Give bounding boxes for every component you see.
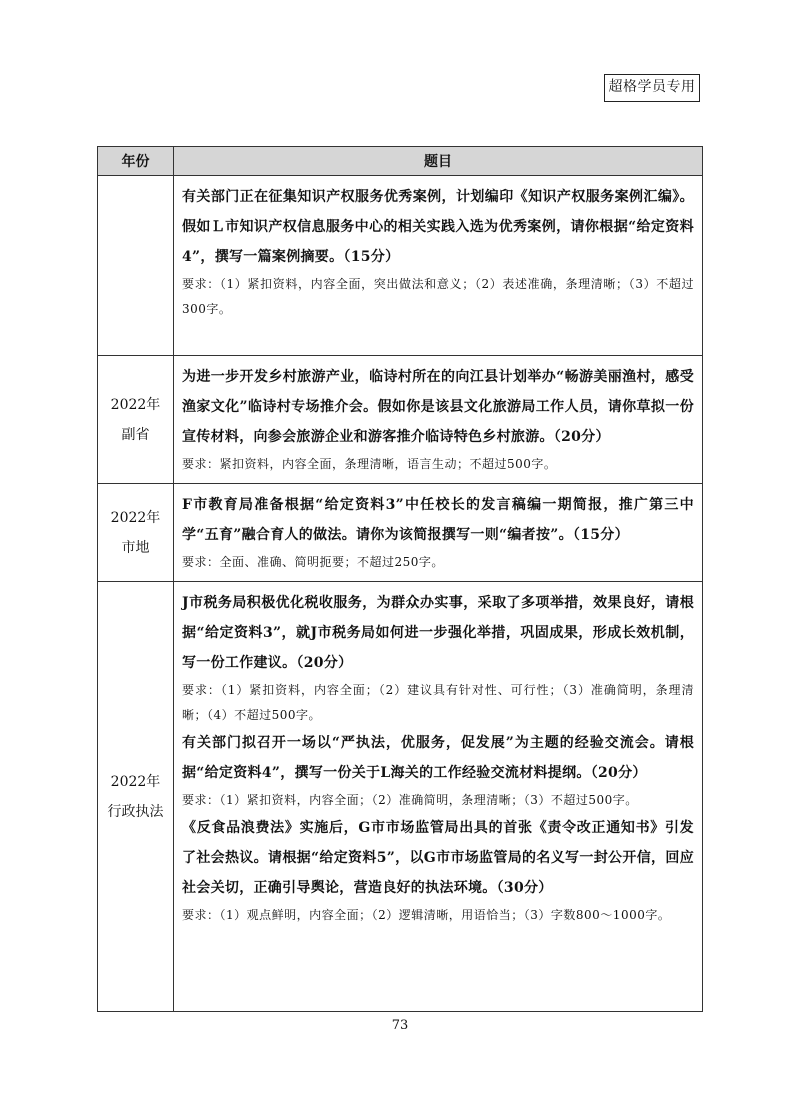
- requirement-text: 要求：（1）观点鲜明，内容全面；（2）逻辑清晰，用语恰当；（3）字数800～1000字。: [182, 908, 671, 922]
- page-number: 73: [391, 1018, 409, 1033]
- requirement-text: 要求：（1）紧扣资料，内容全面，突出做法和意义；（2）表述准确，条理清晰；（3）不超过300字。: [182, 277, 694, 316]
- question-text: F市教育局准备根据“给定资料3”中任校长的发言稿编一期简报，推广第三中学“五育”融合育人的做法。请你为该简报撰写一则“编者按”。（15分）: [182, 497, 694, 543]
- year-label: 2022年: [110, 396, 161, 413]
- table-row: [98, 582, 703, 1012]
- question-text: 有关部门正在征集知识产权服务优秀案例，计划编印《知识产权服务案例汇编》。假如Ｌ市知识产权信息服务中心的相关实践入选为优秀案例，请你根据“给定资料4”，撰写一篇案例摘要。（15分）: [182, 189, 694, 265]
- question-text: 有关部门拟召开一场以“严执法，优服务，促发展”为主题的经验交流会。请根据“给定资料4”，撰写一份关于L海关的工作经验交流材料提纲。（20分）: [182, 735, 694, 781]
- question-cell: [174, 176, 703, 356]
- table-row: [98, 356, 703, 484]
- column-header-year: 年份: [98, 147, 174, 176]
- question-text: 为进一步开发乡村旅游产业，临诗村所在的向江县计划举办“畅游美丽渔村，感受渔家文化”临诗村专场推介会。假如你是该县文化旅游局工作人员，请你草拟一份宣传材料，向参会旅游企业和游客推介临诗特色乡村旅游。（20分）: [182, 369, 694, 445]
- question-text: J市税务局积极优化税收服务，为群众办实事，采取了多项举措，效果良好，请根据“给定资料3”，就J市税务局如何进一步强化举措，巩固成果，形成长效机制，写一份工作建议。（20分）: [182, 595, 694, 671]
- table-row: [98, 484, 703, 582]
- year-label: 2022年: [110, 773, 161, 790]
- requirement-text: 要求：（1）紧扣资料，内容全面；（2）准确简明，条理清晰；（3）不超过500字。: [182, 793, 638, 807]
- column-header-question: 题目: [174, 147, 703, 176]
- question-cell: [174, 582, 703, 1012]
- requirement-text: 要求：紧扣资料，内容全面，条理清晰，语言生动；不超过500字。: [182, 457, 557, 471]
- question-cell: [174, 356, 703, 484]
- question-text: 《反食品浪费法》实施后，G市市场监管局出具的首张《责令改正通知书》引发了社会热议。请根据“给定资料5”，以G市市场监管局的名义写一封公开信，回应社会关切，正确引导舆论，营造良好的执法环境。（30分）: [182, 820, 694, 896]
- exam-category-label: 副省: [121, 426, 150, 443]
- requirement-text: 要求：（1）紧扣资料，内容全面；（2）建议具有针对性、可行性；（3）准确简明，条理清晰；（4）不超过500字。: [182, 683, 694, 722]
- questions-table: [97, 146, 703, 1012]
- requirement-text: 要求：全面、准确、简明扼要；不超过250字。: [182, 555, 444, 569]
- exam-category-label: 行政执法: [107, 803, 164, 820]
- exam-category-label: 市地: [121, 539, 150, 556]
- year-cell: [98, 356, 174, 484]
- year-cell: [98, 176, 174, 356]
- year-label: 2022年: [110, 509, 161, 526]
- question-cell: [174, 484, 703, 582]
- table-row: [98, 176, 703, 356]
- year-cell: [98, 484, 174, 582]
- exclusive-badge: 超格学员专用: [604, 74, 700, 102]
- year-cell: [98, 582, 174, 1012]
- table-header-row: [98, 147, 703, 176]
